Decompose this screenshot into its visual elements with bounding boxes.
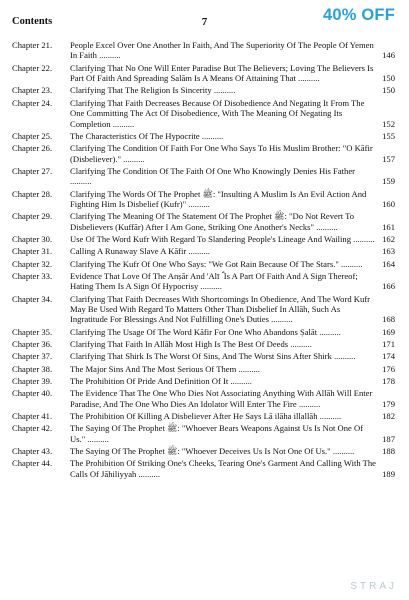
dot-leader: .......... bbox=[186, 246, 210, 257]
chapter-title: Clarifying That No One Will Enter Paradise But The Believers; Loving The Believers Is Part Of Faith And Spreading Salām Is A Means Of Attaining That .......... bbox=[70, 62, 374, 84]
chapter-title: Clarifying That Faith Decreases With Shortcomings In Obedience, And The Word Kufr May Be Used With Regard To Matters Other Than Disbelief In Allāh, Such As Ingratitude For Blessings And Not Fulfilling One's Duties .......... bbox=[70, 293, 370, 325]
chapter-number: Chapter 41. bbox=[12, 410, 53, 421]
page-header bbox=[12, 6, 397, 30]
chapter-title: Clarifying The Meaning Of The Statement Of The Prophet ﷺ: "Do Not Revert To Disbelievers (Kuffār) After I Am Gone, Striking One Another's Necks" .......... bbox=[70, 211, 355, 232]
chapter-number: Chapter 37. bbox=[12, 351, 53, 362]
chapter-page: 163 bbox=[382, 246, 395, 257]
chapter-page: 178 bbox=[382, 375, 395, 386]
dot-leader: .......... bbox=[198, 281, 222, 292]
toc-entry bbox=[12, 85, 395, 95]
toc-entry bbox=[12, 294, 395, 325]
dot-leader: .......... bbox=[136, 468, 160, 479]
dot-leader: .......... bbox=[268, 314, 293, 325]
dot-leader: .......... bbox=[317, 326, 341, 337]
section-title: Contents bbox=[12, 16, 53, 27]
dot-leader: .......... bbox=[338, 258, 363, 269]
dot-leader: .......... bbox=[288, 338, 312, 349]
chapter-page: 157 bbox=[382, 153, 395, 164]
page-number: 7 bbox=[201, 16, 208, 28]
dot-leader: .......... bbox=[211, 85, 236, 96]
chapter-title: Clarifying The Kufr Of One Who Says: "We Got Rain Because Of The Stars." .......... bbox=[70, 258, 363, 269]
chapter-page: 176 bbox=[382, 363, 395, 374]
dot-leader: .......... bbox=[70, 176, 92, 187]
toc-entry bbox=[12, 423, 395, 444]
toc-entry bbox=[12, 63, 395, 84]
toc-entry bbox=[12, 458, 395, 479]
dot-leader: .......... bbox=[296, 398, 321, 409]
chapter-page: 152 bbox=[382, 118, 395, 129]
chapter-page: 164 bbox=[382, 258, 395, 269]
chapter-number: Chapter 32. bbox=[12, 258, 53, 269]
chapter-page: 162 bbox=[382, 233, 395, 244]
chapter-title: The Prohibition Of Pride And Definition Of It .......... bbox=[70, 375, 252, 386]
chapter-number: Chapter 44. bbox=[12, 458, 53, 469]
chapter-page: 150 bbox=[382, 85, 395, 96]
chapter-number: Chapter 38. bbox=[12, 363, 53, 374]
chapter-page: 179 bbox=[382, 398, 395, 409]
chapter-title: Clarifying That The Religion Is Sincerity .......... bbox=[70, 85, 236, 96]
chapter-number: Chapter 23. bbox=[12, 85, 53, 96]
chapter-number: Chapter 36. bbox=[12, 338, 53, 349]
dot-leader: .......... bbox=[228, 375, 252, 386]
chapter-page: 188 bbox=[382, 445, 395, 456]
toc-entry bbox=[12, 351, 395, 361]
toc-entry bbox=[12, 131, 395, 141]
toc-entry bbox=[12, 339, 395, 349]
dot-leader: .......... bbox=[314, 221, 338, 232]
chapter-page: 160 bbox=[382, 198, 395, 209]
chapter-number: Chapter 29. bbox=[12, 211, 53, 222]
chapter-number: Chapter 39. bbox=[12, 375, 53, 386]
toc-entry bbox=[12, 259, 395, 269]
chapter-number: Chapter 24. bbox=[12, 97, 53, 108]
chapter-title: Calling A Runaway Slave A Kāfir .......... bbox=[70, 246, 210, 257]
chapter-title: The Prohibition Of Striking One's Cheeks, Tearing One's Garment And Calling With The Calls Of Jāhiliyyah .......... bbox=[70, 458, 376, 479]
chapter-number: Chapter 25. bbox=[12, 130, 53, 141]
watermark-logo: STRAJ bbox=[350, 581, 397, 592]
dot-leader: .......... bbox=[236, 363, 260, 374]
chapter-page: 169 bbox=[382, 326, 395, 337]
chapter-title: Clarifying That Shirk Is The Worst Of Sins, And The Worst Sins After Shirk .......... bbox=[70, 351, 356, 362]
chapter-title: Clarifying The Condition Of The Faith Of One Who Knowingly Denies His Father .......... bbox=[70, 165, 355, 187]
dot-leader: .......... bbox=[295, 73, 320, 84]
chapter-title: The Characteristics Of The Hypocrite .......... bbox=[70, 130, 224, 141]
toc-entry bbox=[12, 446, 395, 456]
chapter-page: 189 bbox=[382, 468, 395, 479]
chapter-title: The Saying Of The Prophet ﷺ: "Whoever Bears Weapons Against Us Is Not One Of Us." .......... bbox=[70, 423, 364, 444]
chapter-title: Clarifying That Faith Decreases Because Of Disobedience And Negating It From The One Committing The Act Of Disobedience, With The Meaning Of Negating Its Completion .......... bbox=[70, 97, 365, 129]
toc-entry bbox=[12, 327, 395, 337]
chapter-number: Chapter 43. bbox=[12, 445, 53, 456]
dot-leader: .......... bbox=[331, 351, 356, 362]
toc-entry bbox=[12, 98, 395, 129]
dot-leader: .......... bbox=[317, 410, 342, 421]
chapter-title: The Evidence That The One Who Dies Not Associating Anything With Allāh Will Enter Paradise, And The One Who Dies An Idolator Will Enter The Fire .......... bbox=[70, 388, 373, 409]
chapter-page: 168 bbox=[382, 314, 395, 325]
toc-entry bbox=[12, 364, 395, 374]
dot-leader: .......... bbox=[199, 130, 224, 141]
chapter-title: Clarifying The Usage Of The Word Kāfir For One Who Abandons Ṣalāt .......... bbox=[70, 326, 341, 337]
table-of-contents bbox=[12, 40, 395, 481]
chapter-number: Chapter 27. bbox=[12, 165, 53, 176]
chapter-title: The Major Sins And The Most Serious Of Them .......... bbox=[70, 363, 260, 374]
chapter-title: Use Of The Word Kufr With Regard To Slandering People's Lineage And Wailing .......... bbox=[70, 233, 375, 244]
chapter-page: 171 bbox=[382, 338, 395, 349]
dot-leader: .......... bbox=[351, 233, 375, 244]
chapter-number: Chapter 33. bbox=[12, 270, 53, 281]
chapter-page: 182 bbox=[382, 410, 395, 421]
discount-badge: 40% OFF bbox=[322, 6, 395, 24]
chapter-page: 159 bbox=[382, 176, 395, 187]
chapter-number: Chapter 30. bbox=[12, 233, 53, 244]
chapter-title: The Prohibition Of Killing A Disbeliever After He Says Lā ilāha illallāh .......... bbox=[70, 410, 342, 421]
toc-entry bbox=[12, 166, 395, 187]
dot-leader: .......... bbox=[96, 50, 121, 61]
chapter-number: Chapter 28. bbox=[12, 188, 53, 199]
chapter-number: Chapter 31. bbox=[12, 246, 53, 257]
dot-leader: .......... bbox=[85, 433, 109, 444]
dot-leader: .......... bbox=[186, 198, 210, 209]
toc-entry bbox=[12, 211, 395, 232]
chapter-page: 166 bbox=[382, 281, 395, 292]
chapter-page: 174 bbox=[382, 351, 395, 362]
dot-leader: .......... bbox=[110, 118, 135, 129]
chapter-title: Evidence That Love Of The Anṣār And 'Alī ؓ Is A Part Of Faith And A Sign Thereof; Hating Them Is A Sign Of Hypocrisy .......... bbox=[70, 270, 358, 292]
toc-entry bbox=[12, 388, 395, 409]
chapter-page: 150 bbox=[382, 73, 395, 84]
toc-entry bbox=[12, 40, 395, 61]
chapter-number: Chapter 40. bbox=[12, 388, 53, 399]
chapter-page: 161 bbox=[382, 221, 395, 232]
dot-leader: .......... bbox=[330, 445, 355, 456]
dot-leader: .......... bbox=[121, 153, 145, 164]
chapter-number: Chapter 21. bbox=[12, 40, 53, 50]
toc-entry bbox=[12, 271, 395, 292]
toc-entry bbox=[12, 246, 395, 256]
chapter-title: Clarifying The Words Of The Prophet ﷺ: "Insulting A Muslim Is An Evil Action And Fighting Him Is Disbelief (Kufr)" .......... bbox=[70, 188, 367, 209]
chapter-number: Chapter 22. bbox=[12, 62, 53, 73]
chapter-title: People Excel Over One Another In Faith, And The Superiority Of The People Of Yemen In Faith .......... bbox=[70, 40, 374, 61]
chapter-title: The Saying Of The Prophet ﷺ: "Whoever Deceives Us Is Not One Of Us." .......... bbox=[70, 445, 355, 456]
chapter-number: Chapter 34. bbox=[12, 293, 53, 304]
chapter-number: Chapter 35. bbox=[12, 326, 53, 337]
toc-entry bbox=[12, 143, 395, 164]
chapter-number: Chapter 26. bbox=[12, 143, 53, 154]
chapter-number: Chapter 42. bbox=[12, 423, 53, 434]
chapter-title: Clarifying The Condition Of Faith For One Who Says To His Muslim Brother: "O Kāfir (Disbeliever)." .......... bbox=[70, 143, 373, 164]
toc-entry bbox=[12, 234, 395, 244]
toc-entry bbox=[12, 189, 395, 210]
chapter-page: 187 bbox=[382, 433, 395, 444]
chapter-page: 146 bbox=[382, 50, 395, 61]
chapter-title: Clarifying That Faith In Allāh Most High Is The Best Of Deeds .......... bbox=[70, 338, 312, 349]
toc-entry bbox=[12, 411, 395, 421]
toc-entry bbox=[12, 376, 395, 386]
chapter-page: 155 bbox=[382, 130, 395, 141]
